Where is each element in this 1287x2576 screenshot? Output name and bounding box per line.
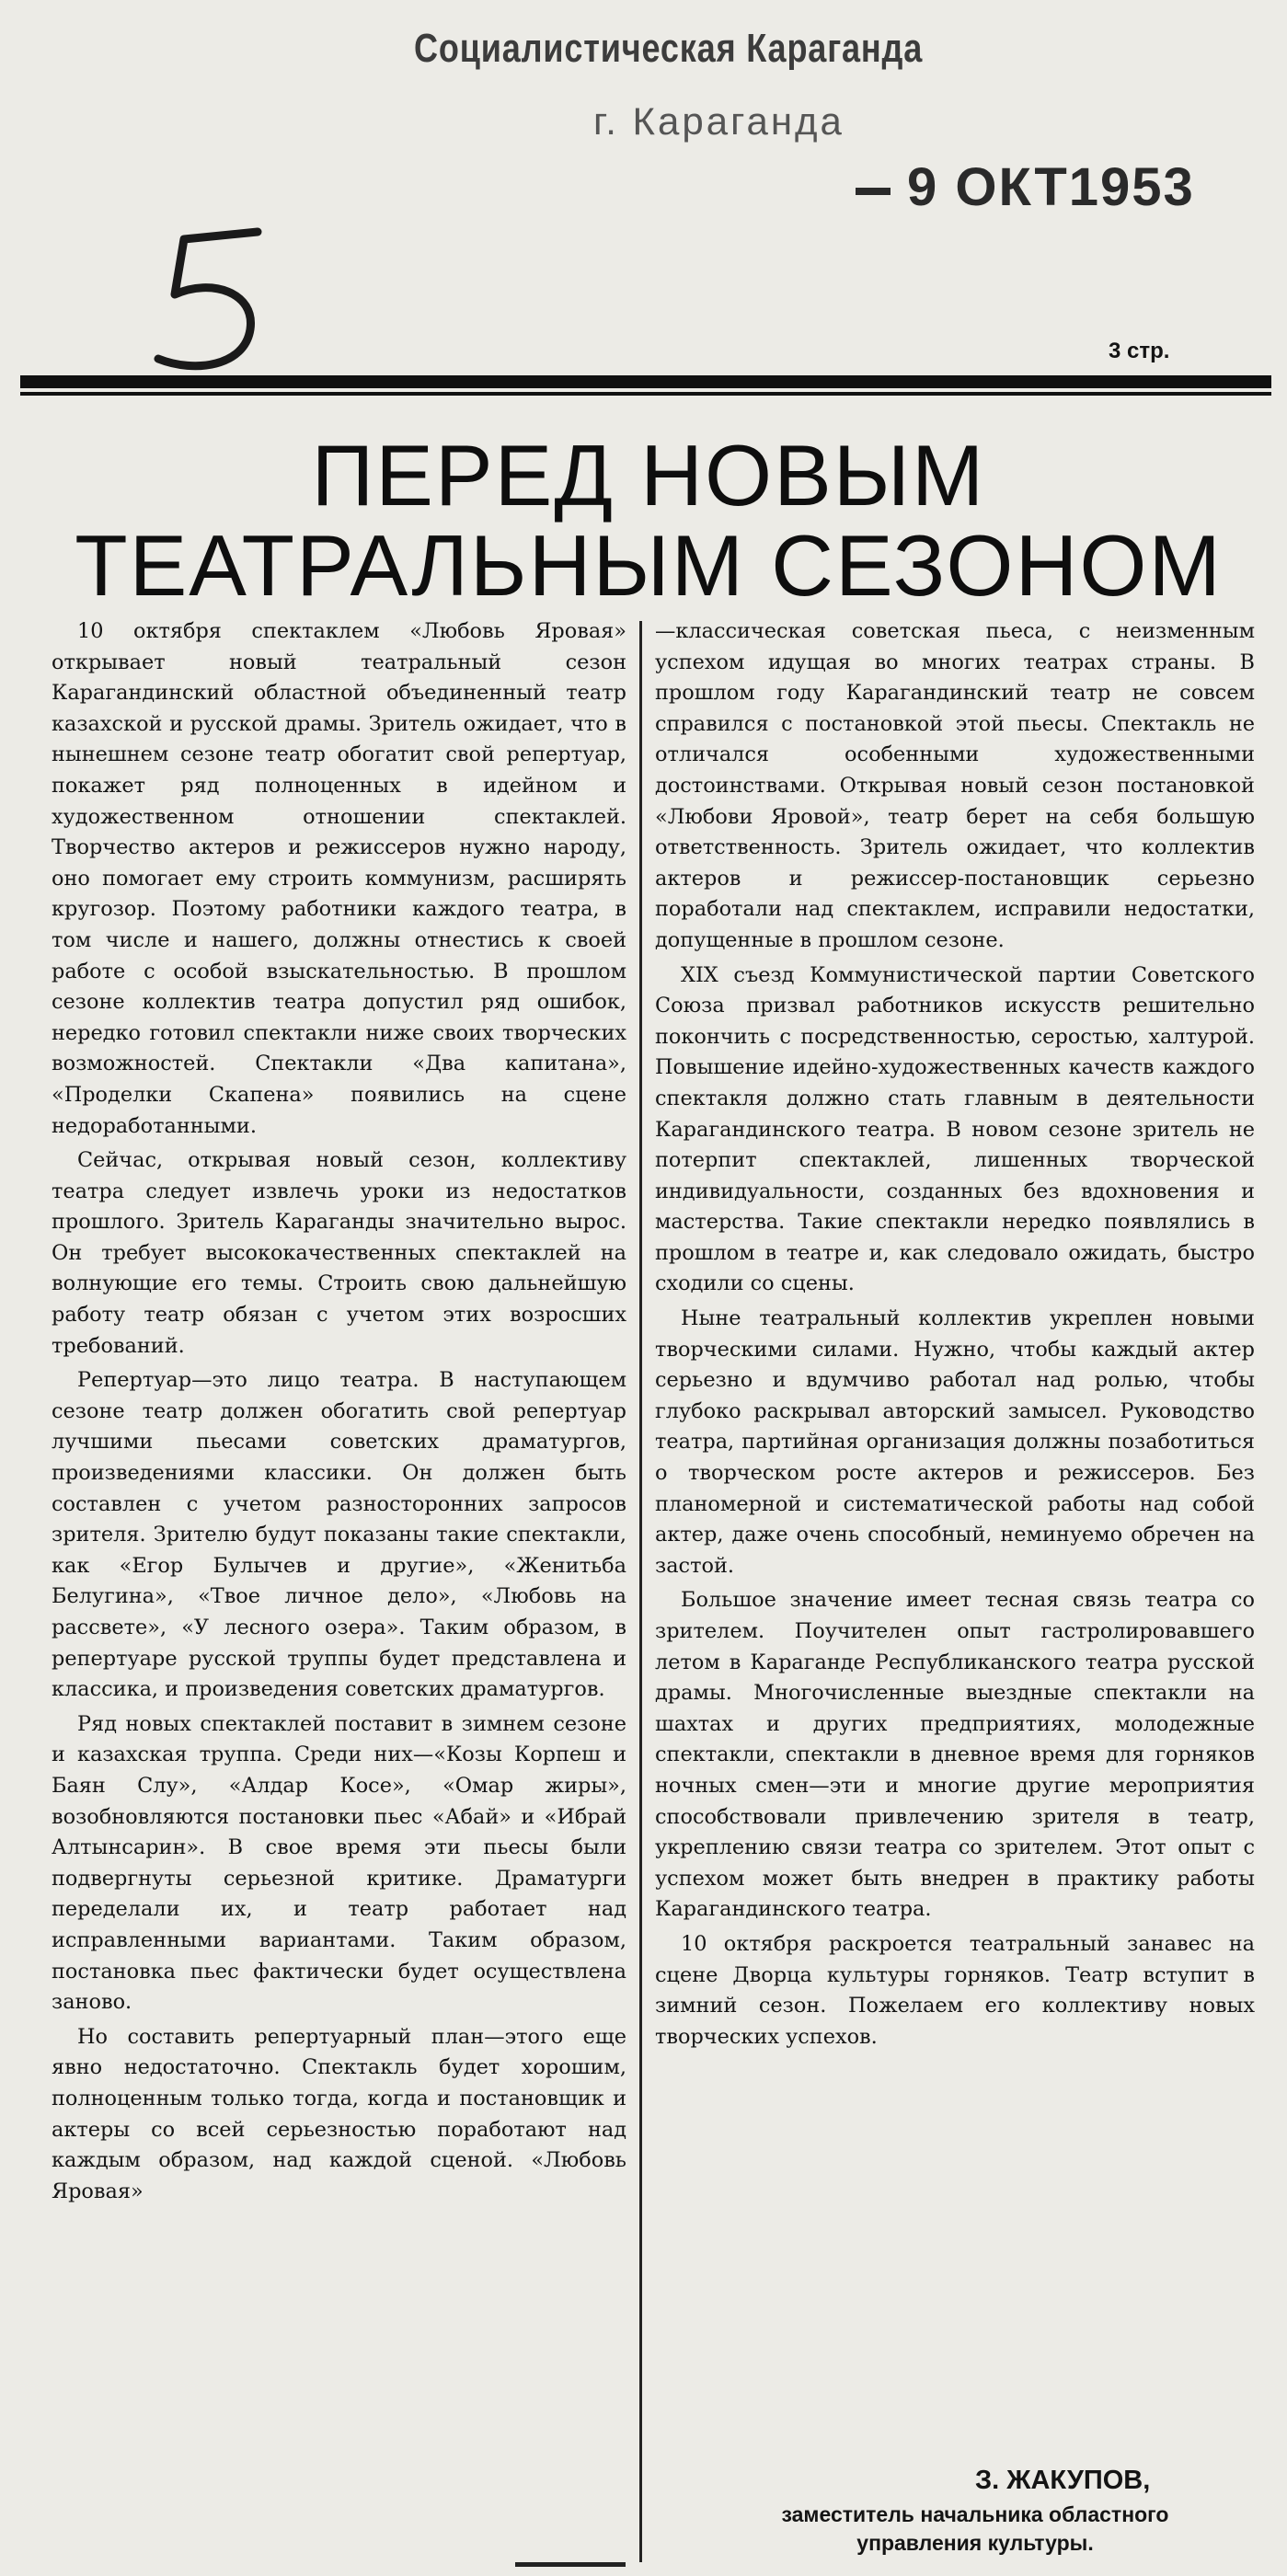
column-divider	[639, 621, 642, 2562]
date-stamp	[856, 156, 1195, 218]
paragraph: 10 октября раскроется театральный занавес на сцене Дворца культуры горняков. Театр вступит в зимний сезон. Пожелаем его коллективу новых творческих успехов.	[655, 1931, 1255, 2049]
paragraph: Ряд новых спектаклей поставит в зимнем сезоне и казахская труппа. Среди них—«Козы Корпеш и Баян Слу», «Алдар Косе», «Омар жиры», возобновляются постановки пьес «Абай» и «Ибрай Алтынсарин». В свое время эти пьесы были подвергнуты серьезной критике. Драматурги переделали их, и театр работает над исправленными вариантами. Таким образом, постановка пьес фактически будет осуществлена заново.	[52, 1711, 626, 2015]
header-rule-thin	[20, 392, 1271, 396]
date-stamp-text: 9 ОКТ1953	[907, 157, 1195, 217]
paragraph: 10 октября спектаклем «Любовь Яровая» открывает новый театральный сезон Карагандинский областной объединенный театр казахской и русской драмы. Зритель ожидает, что в нынешнем сезоне театр обогатит свой репертуар, покажет ряд полноценных в идейном и художественном отношении спектаклей. Творчество актеров и режиссеров нужно народу, оно помогает ему строить коммунизм, расширять кругозор. Поэтому работники каждого театра, в том числе и нашего, должны отнестись к своей работе с особой взыскательностью. В прошлом сезоне коллектив театра допустил ряд ошибок, нередко готовил спектакли ниже своих творческих возможностей. Спектакли «Два капитана», «Проделки Скапена» появились на сцене недоработанными.	[52, 619, 626, 1138]
handwritten-number	[147, 221, 267, 377]
stamp-dash	[856, 188, 891, 195]
paragraph: Ныне театральный коллектив укреплен новыми творческими силами. Нужно, чтобы каждый актер серьезно и вдумчиво работал над ролью, чтобы глубоко раскрывал авторский замысел. Руководство театра, партийная организация должны позаботиться о творческом росте актеров и режиссеров. Без планомерной и систематической работы над собой актер, даже очень способный, неминуемо обречен на застой.	[655, 1306, 1255, 1578]
article-column-right	[655, 616, 1255, 2056]
author-name: З. ЖАКУПОВ,	[975, 2466, 1151, 2495]
city-stamp: г. Караганда	[593, 99, 845, 143]
header-rule-thick	[20, 375, 1271, 388]
page-number: 3 стр.	[1109, 339, 1170, 363]
paragraph: Но составить репертуарный план—этого еще явно недостаточно. Спектакль будет хорошим, полноценным только тогда, когда и постановщик и актеры со всей серьезностью поработают над каждым образом, над каждой сценой. «Любовь Яровая»	[52, 2024, 626, 2203]
author-title: заместитель начальника областного управления культуры.	[781, 2502, 1169, 2555]
paragraph: Большое значение имеет тесная связь театра со зрителем. Поучителен опыт гастролировавшего летом в Караганде Республиканского театра русской драмы. Многочисленные выездные спектакли на шахтах и других предприятиях, молодежные спектакли, спектакли в дневное время для горняков ночных смен—эти и многие другие мероприятия способствовали привлечению зрителя в театр, укреплению связи театра со зрителем. Этот опыт с успехом может быть внедрен в практику работы Карагандинского театра.	[655, 1588, 1255, 1922]
newspaper-name-stamp: Социалистическая Караганда	[414, 26, 924, 71]
article-column-left	[52, 616, 626, 2211]
bottom-rule	[515, 2562, 626, 2567]
paragraph: —классическая советская пьеса, с неизменным успехом идущая во многих театрах страны. В прошлом году Карагандинский театр не совсем справился с постановкой этой пьесы. Спектакль не отличался особенными художественными достоинствами. Открывая новый сезон постановкой «Любови Яровой», театр берет на себя большую ответственность. Зритель ожидает, что коллектив актеров и режиссер-постановщик серьезно поработали над спектаклем, исправили недостатки, допущенные в прошлом сезоне.	[655, 619, 1255, 952]
paragraph: Репертуар—это лицо театра. В наступающем сезоне театр должен обогатить свой репертуар лучшими пьесами советских драматургов, произведениями классики. Он должен быть составлен с учетом разносторонних запросов зрителя. Зрителю будут показаны такие спектакли, как «Егор Булычев и другие», «Женитьба Белугина», «Твое личное дело», «Любовь на рассвете», «У лесного озера». Таким образом, в репертуаре русской труппы будет представлена и классика, и произведения советских драматургов.	[52, 1368, 626, 1702]
article-headline	[37, 427, 1260, 614]
headline-line-2: ТЕАТРАЛЬНЫМ СЕЗОНОМ	[75, 517, 1223, 614]
headline-line-1: ПЕРЕД НОВЫМ	[311, 427, 986, 523]
paragraph: XIX съезд Коммунистической партии Советского Союза призвал работников искусств решительно покончить с посредственностью, серостью, халтурой. Повышение идейно-художественных качеств каждого спектакля должно стать главным в деятельности Карагандинского театра. В новом сезоне зритель не потерпит спектаклей, лишенных творческой индивидуальности, созданных без вдохновения и мастерства. Такие спектакли нередко появлялись в прошлом в театре и, как следовало ожидать, быстро сходили со сцены.	[655, 962, 1255, 1296]
paragraph: Сейчас, открывая новый сезон, коллективу театра следует извлечь уроки из недостатков прошлого. Зритель Караганды значительно вырос. Он требует высококачественных спектаклей на волнующие его темы. Строить свою дальнейшую работу театр обязан с учетом этих возросших требований.	[52, 1148, 626, 1358]
